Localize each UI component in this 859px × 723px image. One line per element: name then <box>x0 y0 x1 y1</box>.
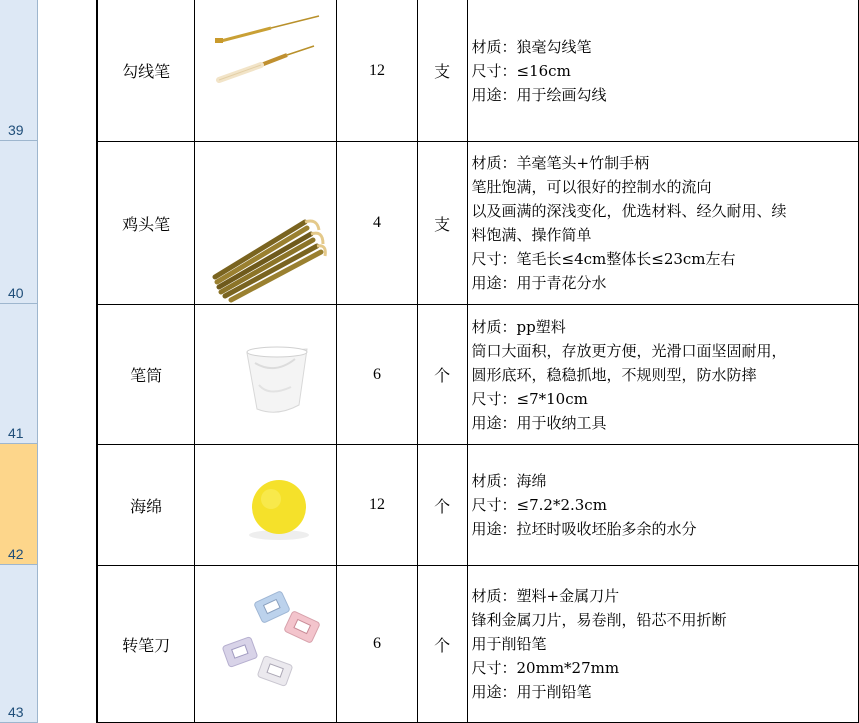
desc-line: 尺寸：20mm*27mm <box>471 659 620 677</box>
desc-line: 材质：pp塑料 <box>471 317 566 336</box>
row-header-40[interactable]: 40 <box>0 141 37 304</box>
row-header-42[interactable]: 42 <box>0 444 37 565</box>
desc-line: 用途：用于削铅笔 <box>471 683 592 701</box>
row-header-column <box>0 0 38 723</box>
item-image-cell[interactable] <box>195 305 337 445</box>
table-row <box>98 445 859 566</box>
product-table <box>97 0 859 723</box>
item-unit-cell[interactable]: 个 <box>417 445 467 566</box>
item-name-cell[interactable]: 笔筒 <box>98 305 195 445</box>
item-qty-cell[interactable]: 12 <box>337 0 418 142</box>
desc-line: 料饱满、操作简单 <box>471 226 592 244</box>
item-qty-cell[interactable]: 12 <box>337 445 418 566</box>
desc-line: 材质：塑料+金属刀片 <box>471 587 620 605</box>
item-desc-cell[interactable] <box>467 0 858 142</box>
item-name-cell[interactable]: 鸡头笔 <box>98 142 195 305</box>
item-unit-cell[interactable]: 个 <box>417 305 467 445</box>
item-image-cell[interactable] <box>195 0 337 142</box>
desc-line: 尺寸：笔毛长≤4cm整体长≤23cm左右 <box>471 250 736 268</box>
desc-line: 材质：海绵 <box>471 472 547 490</box>
item-qty-cell[interactable]: 4 <box>337 142 418 305</box>
item-unit-cell[interactable]: 个 <box>417 566 467 723</box>
item-desc-cell[interactable] <box>467 305 858 445</box>
desc-line: 笔肚饱满，可以很好的控制水的流向 <box>471 178 712 196</box>
item-image-cell[interactable] <box>195 566 337 723</box>
desc-line: 用途：用于收纳工具 <box>471 413 607 432</box>
desc-line: 尺寸：≤7*10cm <box>471 389 588 408</box>
desc-line: 尺寸：≤16cm <box>471 61 571 80</box>
desc-line: 尺寸：≤7.2*2.3cm <box>471 496 607 514</box>
row-header-41[interactable]: 41 <box>0 304 37 444</box>
desc-line: 用途：拉坯时吸收坯胎多余的水分 <box>471 520 697 538</box>
desc-line: 用于削铅笔 <box>471 635 547 653</box>
desc-line: 筒口大面积，存放更方便，光滑口面坚固耐用， <box>471 341 787 360</box>
table-row <box>98 305 859 445</box>
table-row <box>98 142 859 305</box>
row-header-39[interactable]: 39 <box>0 0 37 141</box>
desc-line: 材质：羊毫笔头+竹制手柄 <box>471 154 650 172</box>
item-name-cell[interactable]: 转笔刀 <box>98 566 195 723</box>
item-desc-cell[interactable] <box>467 566 858 723</box>
item-image-cell[interactable] <box>195 445 337 566</box>
row-header-43[interactable]: 43 <box>0 565 37 723</box>
item-image-cell[interactable] <box>195 142 337 305</box>
table-row <box>98 566 859 723</box>
desc-line: 以及画满的深浅变化，优选材料、经久耐用、续 <box>471 202 787 220</box>
desc-line: 用途：用于青花分水 <box>471 274 607 292</box>
sponge-icon <box>195 445 338 566</box>
pencil-sharpener-icon <box>195 566 338 723</box>
item-desc-cell[interactable] <box>467 445 858 566</box>
item-unit-cell[interactable]: 支 <box>417 0 467 142</box>
item-qty-cell[interactable]: 6 <box>337 566 418 723</box>
item-desc-cell[interactable] <box>467 142 858 305</box>
desc-line: 用途：用于绘画勾线 <box>471 85 607 104</box>
liner-brush-icon <box>195 0 338 142</box>
chicken-head-brush-icon <box>195 142 338 305</box>
item-name-cell[interactable]: 海绵 <box>98 445 195 566</box>
table-row <box>98 0 859 142</box>
desc-line: 圆形底环，稳稳抓地，不规则型，防水防摔 <box>471 365 757 384</box>
pen-holder-icon <box>195 305 338 445</box>
desc-line: 锋利金属刀片，易卷削，铅芯不用折断 <box>471 611 727 629</box>
item-name-cell[interactable]: 勾线笔 <box>98 0 195 142</box>
item-qty-cell[interactable]: 6 <box>337 305 418 445</box>
desc-line: 材质：狼毫勾线笔 <box>471 37 592 56</box>
item-unit-cell[interactable]: 支 <box>417 142 467 305</box>
